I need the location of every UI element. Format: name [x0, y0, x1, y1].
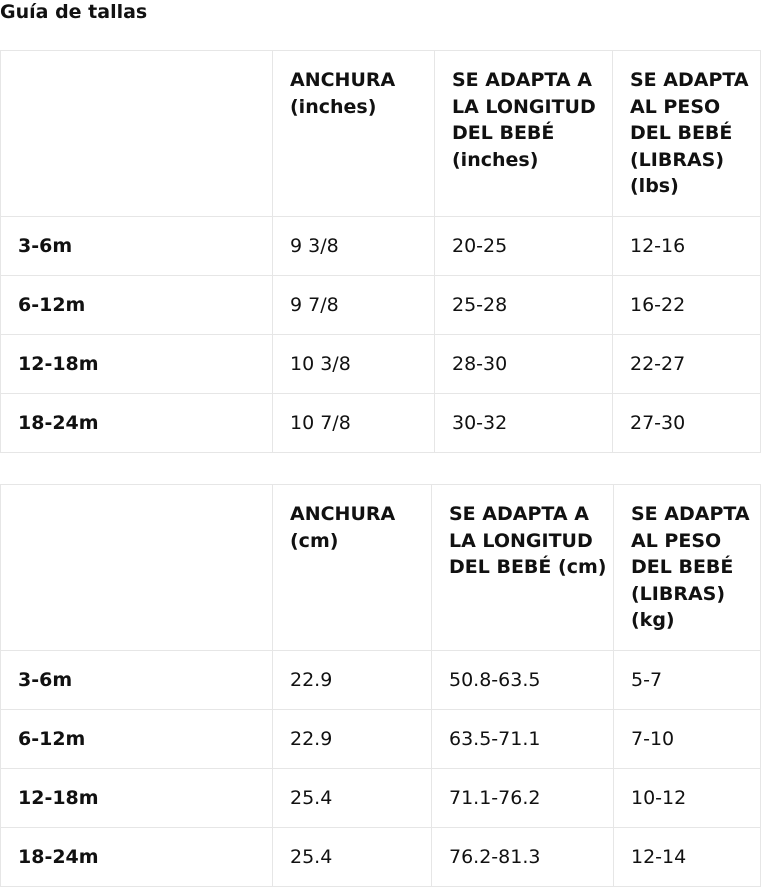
width-value: 25.4	[273, 828, 432, 887]
table-row	[1, 769, 761, 828]
row-size-label: 6-12m	[1, 276, 273, 335]
table-row	[1, 276, 761, 335]
size-table-cm	[0, 484, 761, 887]
width-value: 22.9	[273, 710, 432, 769]
header-cell-size	[1, 485, 273, 651]
table-row	[1, 217, 761, 276]
row-size-label: 12-18m	[1, 335, 273, 394]
row-size-label: 18-24m	[1, 828, 273, 887]
weight-value: 27-30	[613, 394, 761, 453]
width-value: 22.9	[273, 651, 432, 710]
width-value: 10 7/8	[273, 394, 435, 453]
page-title: Guía de tallas	[0, 1, 148, 23]
header-cell-length: SE ADAPTA A LA LONGITUD DEL BEBÉ (inches)	[435, 51, 613, 217]
weight-value: 7-10	[614, 710, 761, 769]
weight-value: 12-16	[613, 217, 761, 276]
header-cell-length: SE ADAPTA A LA LONGITUD DEL BEBÉ (cm)	[432, 485, 614, 651]
width-value: 9 3/8	[273, 217, 435, 276]
length-value: 25-28	[435, 276, 613, 335]
weight-value: 16-22	[613, 276, 761, 335]
weight-value: 10-12	[614, 769, 761, 828]
length-value: 71.1-76.2	[432, 769, 614, 828]
length-value: 28-30	[435, 335, 613, 394]
header-cell-width: ANCHURA (inches)	[273, 51, 435, 217]
row-size-label: 12-18m	[1, 769, 273, 828]
length-value: 30-32	[435, 394, 613, 453]
table-row	[1, 710, 761, 769]
header-cell-weight: SE ADAPTA AL PESO DEL BEBÉ (LIBRAS) (kg)	[614, 485, 761, 651]
row-size-label: 6-12m	[1, 710, 273, 769]
row-size-label: 3-6m	[1, 217, 273, 276]
width-value: 10 3/8	[273, 335, 435, 394]
header-cell-width: ANCHURA (cm)	[273, 485, 432, 651]
table-row	[1, 335, 761, 394]
weight-value: 5-7	[614, 651, 761, 710]
length-value: 76.2-81.3	[432, 828, 614, 887]
header-cell-weight: SE ADAPTA AL PESO DEL BEBÉ (LIBRAS) (lbs)	[613, 51, 761, 217]
weight-value: 22-27	[613, 335, 761, 394]
width-value: 25.4	[273, 769, 432, 828]
row-size-label: 18-24m	[1, 394, 273, 453]
table-header-row	[1, 485, 761, 651]
table-row	[1, 828, 761, 887]
size-table-inches	[0, 50, 761, 453]
length-value: 20-25	[435, 217, 613, 276]
table-row	[1, 651, 761, 710]
row-size-label: 3-6m	[1, 651, 273, 710]
length-value: 63.5-71.1	[432, 710, 614, 769]
width-value: 9 7/8	[273, 276, 435, 335]
header-cell-size	[1, 51, 273, 217]
table-row	[1, 394, 761, 453]
weight-value: 12-14	[614, 828, 761, 887]
table-header-row	[1, 51, 761, 217]
length-value: 50.8-63.5	[432, 651, 614, 710]
